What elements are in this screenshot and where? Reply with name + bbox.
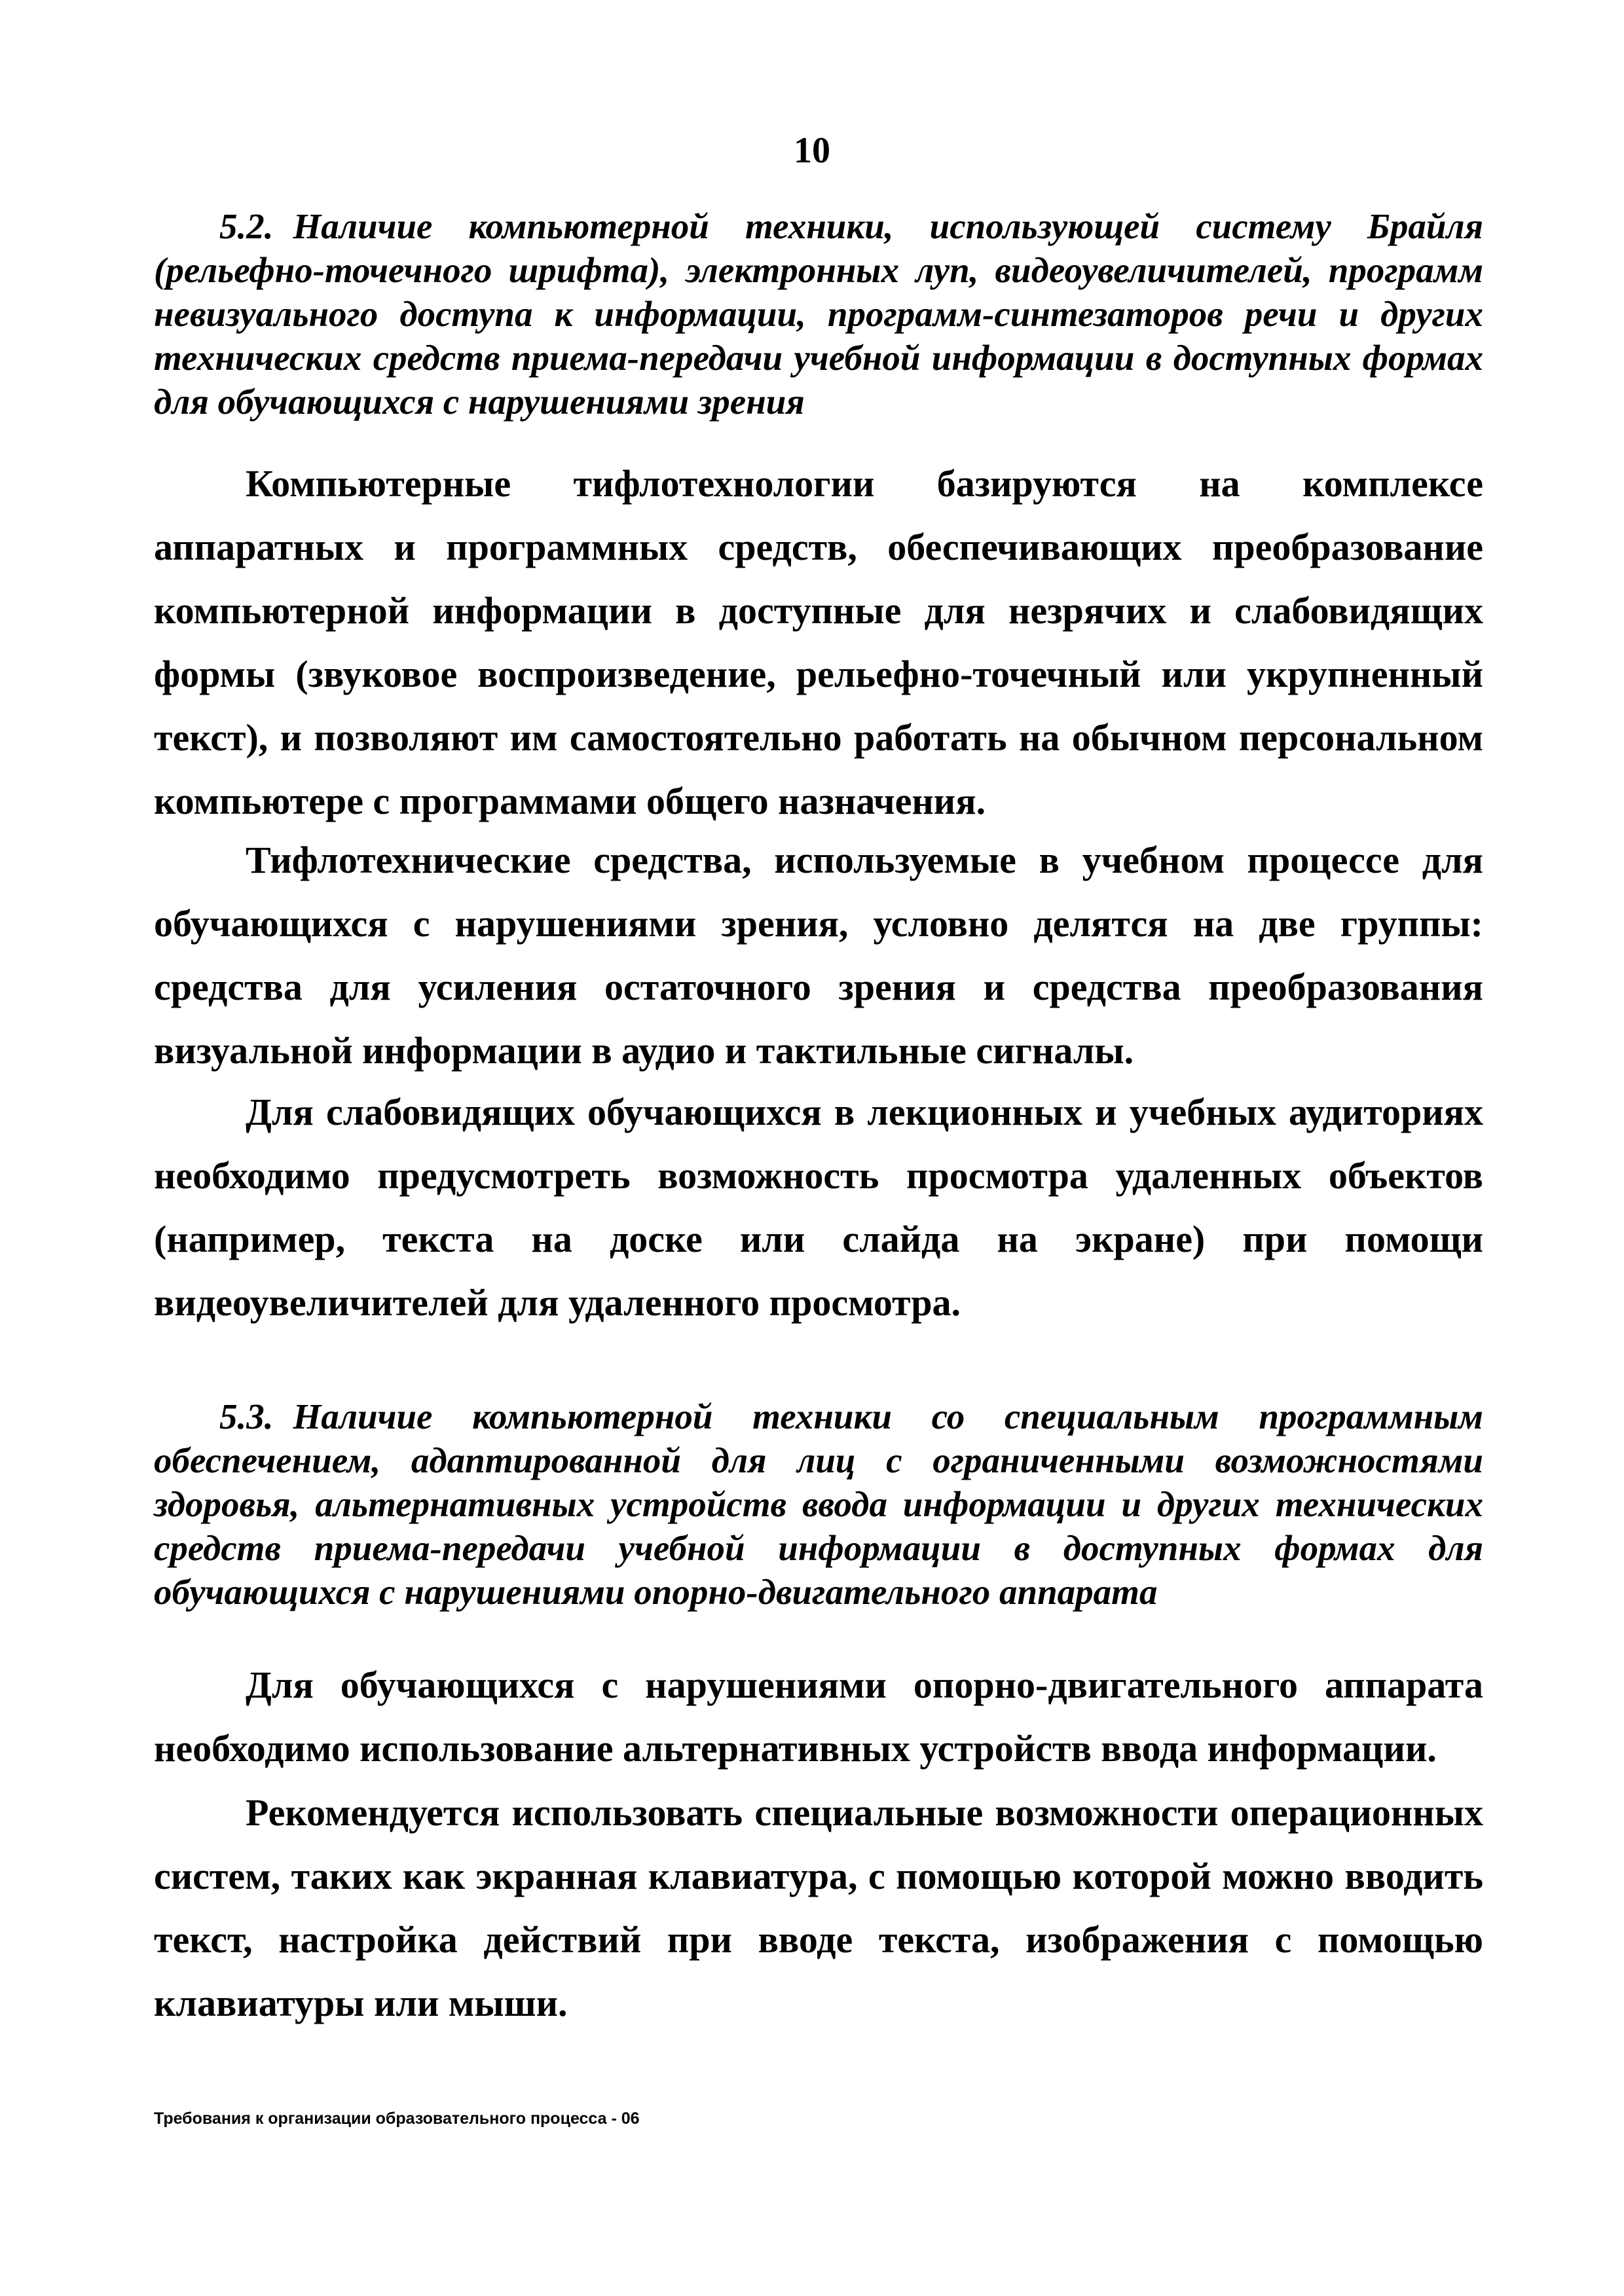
- section-heading-5-2: [154, 204, 1483, 424]
- paragraph: Для обучающихся с нарушениями опорно-двигательного аппарата необходимо использование альтернативных устройств ввода информации.: [154, 1664, 1483, 1770]
- section-heading-5-3: [154, 1394, 1483, 1614]
- paragraph: Для слабовидящих обучающихся в лекционных и учебных аудиториях необходимо предусмотреть возможность просмотра удаленных объектов (например, текста на доске или слайда на экране) при помощи видеоувеличителей для удаленного просмотра.: [154, 1091, 1483, 1324]
- page-number: 10: [794, 130, 830, 171]
- paragraph: Рекомендуется использовать специальные возможности операционных систем, таких как экранная клавиатура, с помощью которой можно вводить текст, настройка действий при вводе текста, изображения с помощью клавиатуры или мыши.: [154, 1791, 1483, 2024]
- page-footer: Требования к организации образовательного процесса - 06: [154, 2109, 640, 2128]
- section-number: 5.3.: [219, 1396, 274, 1436]
- section-number: 5.2.: [219, 206, 274, 246]
- paragraph: Компьютерные тифлотехнологии базируются на комплексе аппаратных и программных средств, обеспечивающих преобразование компьютерной информации в доступные для незрячих и слабовидящих формы (звуковое воспроизведение, рельефно-точечный или укрупненный текст), и позволяют им самостоятельно работать на обычном персональном компьютере с программами общего назначения.: [154, 462, 1483, 822]
- section-title: Наличие компьютерной техники, использующей систему Брайля (рельефно-точечного шрифта), электронных луп, видеоувеличителей, программ невизуального доступа к информации, программ-синтезаторов речи и других технических средств приема-передачи учебной информации в доступных формах для обучающихся с нарушениями зрения: [154, 206, 1483, 422]
- paragraph: Тифлотехнические средства, используемые в учебном процессе для обучающихся с нарушениями зрения, условно делятся на две группы: средства для усиления остаточного зрения и средства преобразования визуальной информации в аудио и тактильные сигналы.: [154, 839, 1483, 1072]
- section-title: Наличие компьютерной техники со специальным программным обеспечением, адаптированной для лиц с ограниченными возможностями здоровья, альтернативных устройств ввода информации и других технических средств приема-передачи учебной информации в доступных формах для обучающихся с нарушениями опорно-двигательного аппарата: [154, 1396, 1483, 1612]
